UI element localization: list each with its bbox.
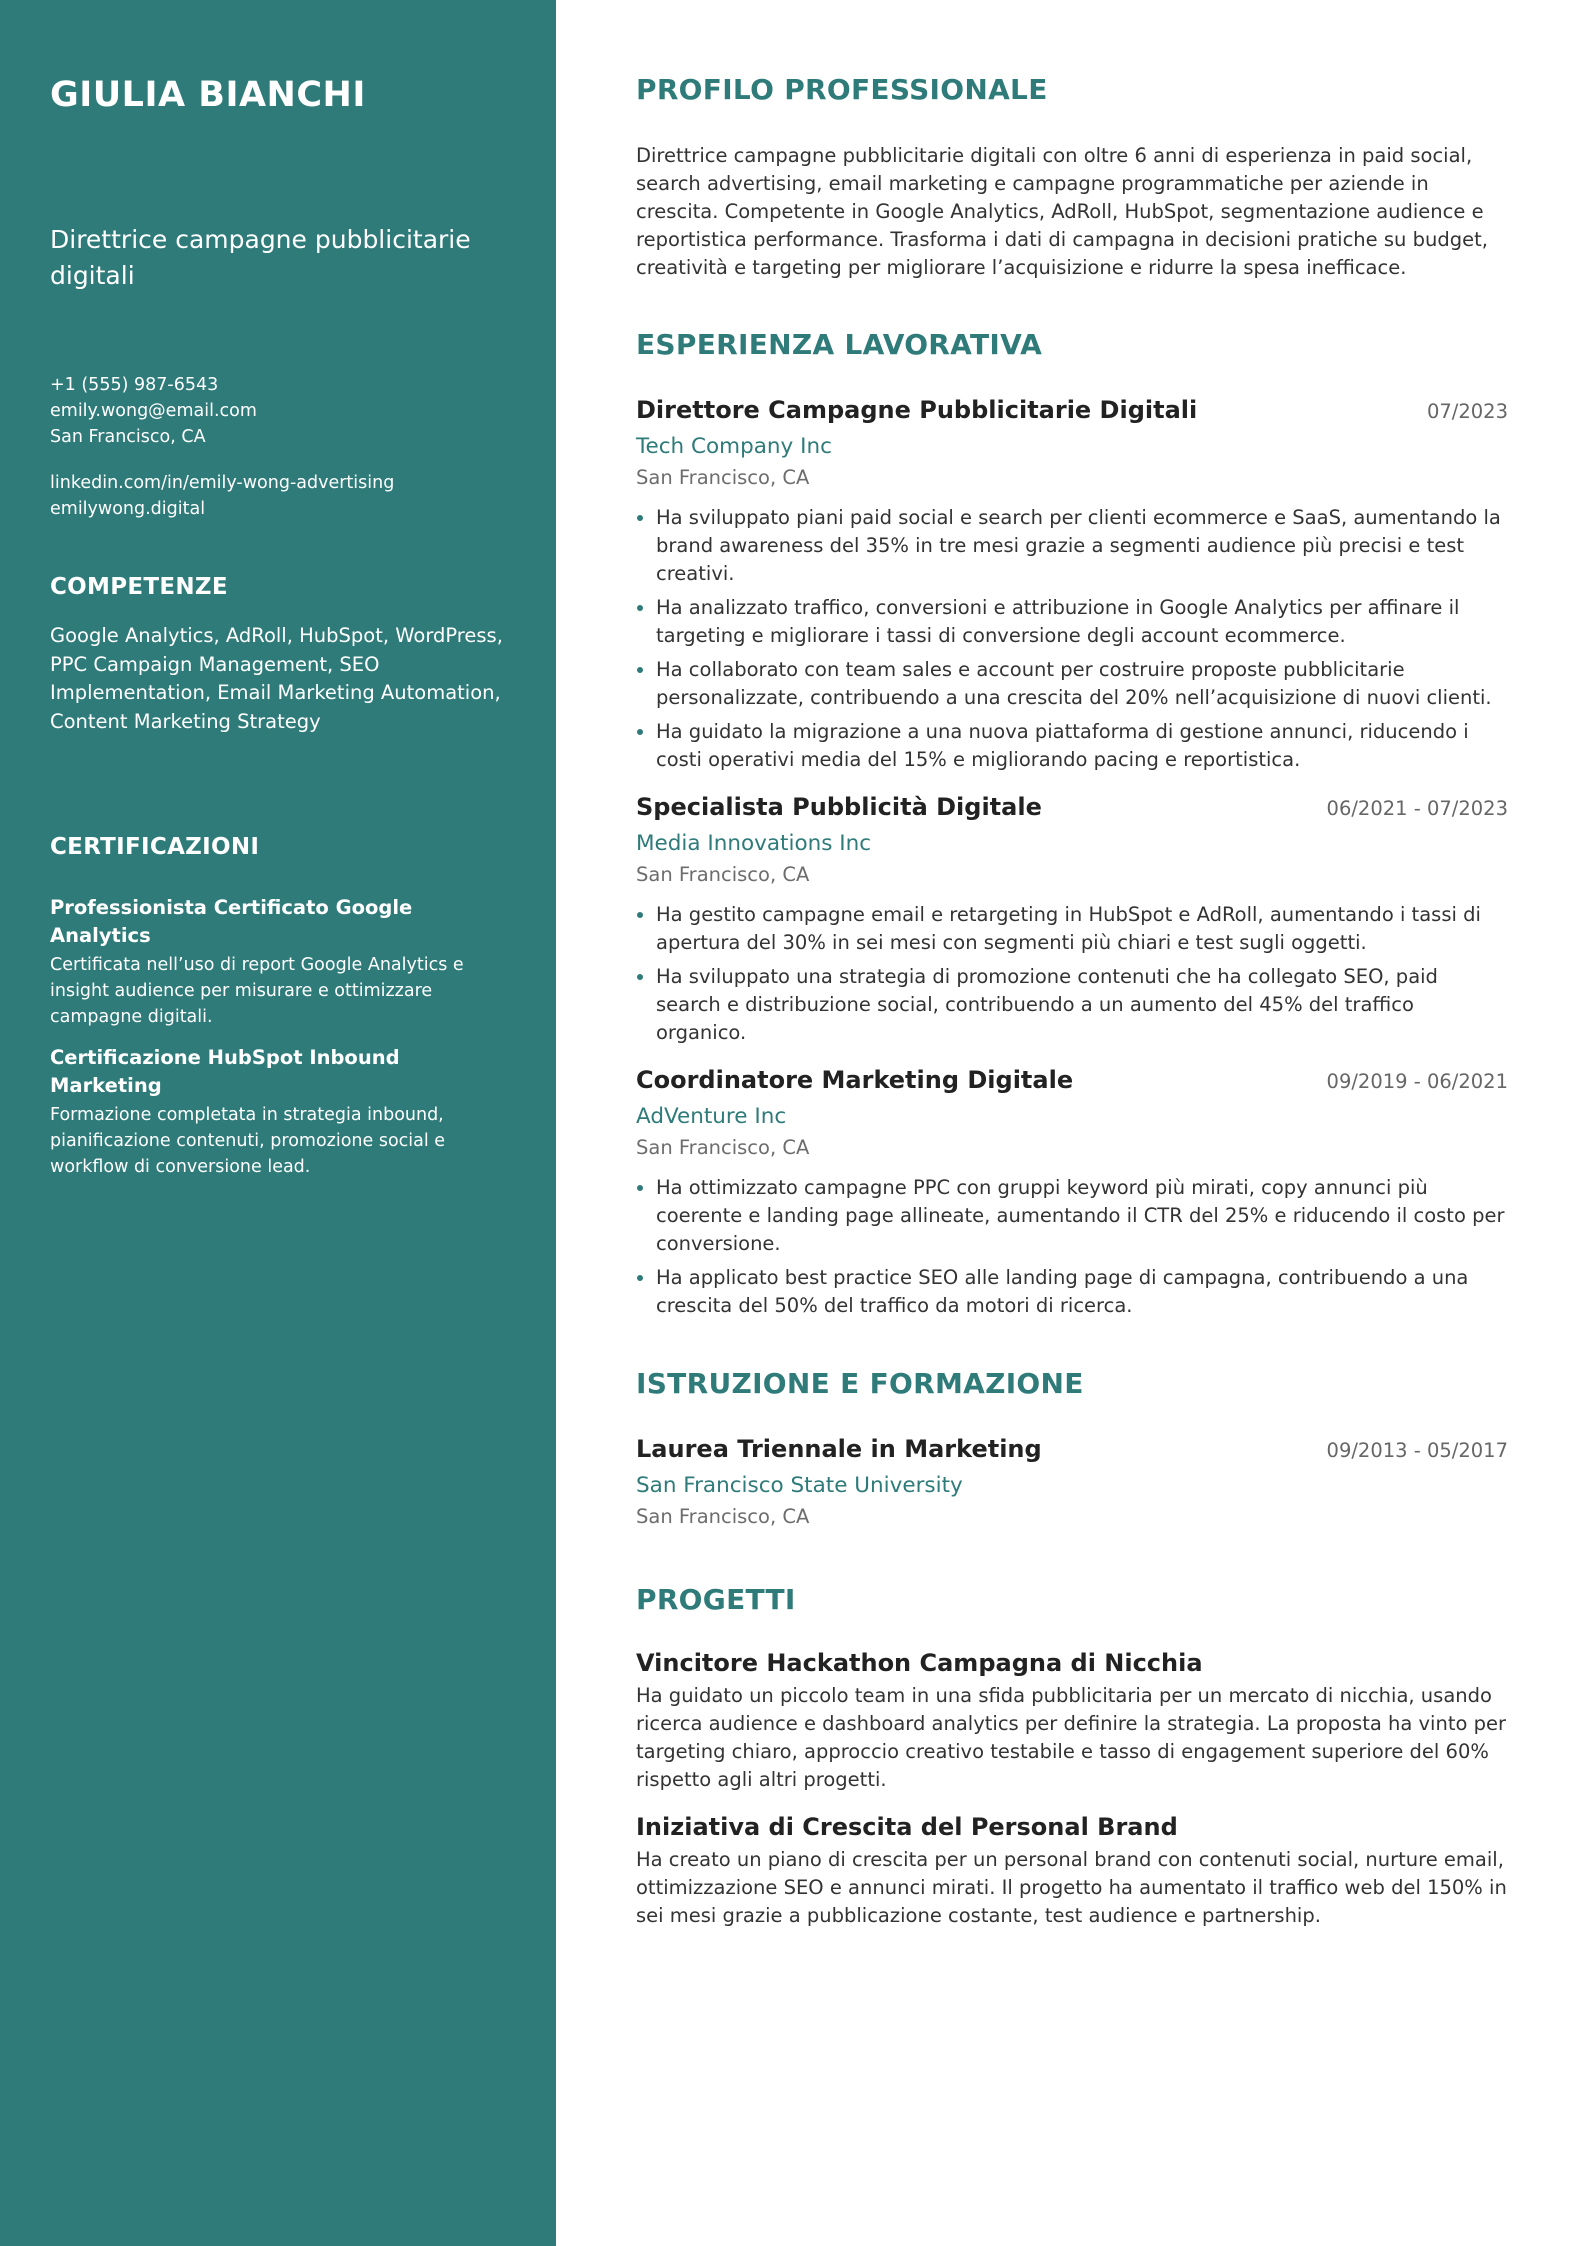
profile-heading: PROFILO PROFESSIONALE [636, 73, 1048, 106]
job-bullet: Ha applicato best practice SEO alle landing page di campagna, contribuendo a una crescita del 50% del traffico da motori di ricerca. [636, 1264, 1508, 1320]
certification-description: Certificata nell’uso di report Google Analytics e insight audience per misurare e ottimizzare campagne digitali. [50, 955, 464, 1027]
contact-website[interactable]: emilywong.digital [50, 499, 206, 519]
candidate-name: GIULIA BIANCHI [50, 75, 366, 115]
job-bullet: Ha guidato la migrazione a una nuova piattaforma di gestione annunci, riducendo i costi operativi media del 15% e migliorando pacing e reportistica. [636, 718, 1508, 774]
job-bullet: Ha collaborato con team sales e account per costruire proposte pubblicitarie personalizzate, contribuendo a una crescita del 20% nell’acquisizione di nuovi clienti. [636, 656, 1508, 712]
certification-item [50, 1044, 506, 1180]
education-date: 09/2013 - 05/2017 [1326, 1439, 1508, 1462]
project-name: Iniziativa di Crescita del Personal Brand [636, 1813, 1178, 1841]
education-school: San Francisco State University [636, 1473, 963, 1498]
certification-description: Formazione completata in strategia inbound, pianificazione contenuti, promozione social e workflow di conversione lead. [50, 1105, 446, 1177]
candidate-headline: Direttrice campagne pubblicitarie digitali [50, 225, 471, 290]
job-bullet: Ha sviluppato piani paid social e search per clienti ecommerce e SaaS, aumentando la brand awareness del 35% in tre mesi grazie a segmenti audience più precisi e test creativi. [636, 504, 1508, 588]
education-entry [636, 1432, 1508, 1531]
projects-list [636, 1646, 1508, 1930]
projects-heading: PROGETTI [636, 1583, 796, 1616]
job-bullet: Ha analizzato traffico, conversioni e attribuzione in Google Analytics per affinare il targeting e migliorare i tassi di conversione degli account ecommerce. [636, 594, 1508, 650]
job-company: AdVenture Inc [636, 1104, 787, 1129]
contact-phone: +1 (555) 987-6543 [50, 375, 219, 395]
contact-block [50, 372, 506, 522]
job-company: Tech Company Inc [636, 434, 832, 459]
job-date: 07/2023 [1426, 400, 1508, 423]
experience-heading: ESPERIENZA LAVORATIVA [636, 328, 1043, 361]
job-location: San Francisco, CA [636, 466, 810, 489]
project-description: Ha creato un piano di crescita per un personal brand con contenuti social, nurture email, ottimizzazione SEO e annunci mirati. Il progetto ha aumentato il traffico web del 150% in sei mesi grazie a pubblicazione costante, test audience e partnership. [636, 1848, 1507, 1927]
experience-list [636, 393, 1508, 1320]
education-location: San Francisco, CA [636, 1505, 810, 1528]
main-content [636, 0, 1508, 1930]
job-company: Media Innovations Inc [636, 831, 872, 856]
job-bullet: Ha gestito campagne email e retargeting in HubSpot e AdRoll, aumentando i tassi di apertura del 30% in sei mesi con segmenti più chiari e test sugli oggetti. [636, 901, 1508, 957]
project-entry [636, 1646, 1508, 1794]
job-entry [636, 393, 1508, 774]
profile-summary: Direttrice campagne pubblicitarie digitali con oltre 6 anni di esperienza in paid social, search advertising, email marketing e campagne programmatiche per aziende in crescita. Competente in Google Analytics, AdRoll, HubSpot, segmentazione audience e reportistica performance. Trasforma i dati di campagna in decisioni pratiche su budget, creatività e targeting per migliorare l’acquisizione e ridurre la spesa inefficace. [636, 144, 1488, 279]
job-bullet: Ha ottimizzato campagne PPC con gruppi keyword più mirati, copy annunci più coerente e landing page allineate, aumentando il CTR del 25% e riducendo il costo per conversione. [636, 1174, 1508, 1258]
certification-name: Professionista Certificato Google Analytics [50, 896, 413, 947]
job-entry [636, 790, 1508, 1047]
certifications-heading: CERTIFICAZIONI [50, 834, 260, 860]
job-date: 06/2021 - 07/2023 [1326, 797, 1508, 820]
job-bullets [636, 901, 1508, 1047]
job-date: 09/2019 - 06/2021 [1326, 1070, 1508, 1093]
sidebar [0, 0, 556, 2246]
certifications-list [50, 894, 506, 1180]
education-degree: Laurea Triennale in Marketing [636, 1435, 1042, 1463]
job-role: Direttore Campagne Pubblicitarie Digitali [636, 396, 1198, 424]
job-location: San Francisco, CA [636, 1136, 810, 1159]
job-role: Specialista Pubblicità Digitale [636, 793, 1042, 821]
contact-email[interactable]: emily.wong@email.com [50, 401, 257, 421]
job-bullets [636, 1174, 1508, 1320]
education-heading: ISTRUZIONE E FORMAZIONE [636, 1367, 1084, 1400]
project-name: Vincitore Hackathon Campagna di Nicchia [636, 1649, 1203, 1677]
contact-location: San Francisco, CA [50, 427, 206, 447]
contact-linkedin[interactable]: linkedin.com/in/emily-wong-advertising [50, 473, 395, 493]
job-bullet: Ha sviluppato una strategia di promozione contenuti che ha collegato SEO, paid search e distribuzione social, contribuendo a un aumento del 45% del traffico organico. [636, 963, 1508, 1047]
certification-name: Certificazione HubSpot Inbound Marketing [50, 1046, 400, 1097]
job-entry [636, 1063, 1508, 1320]
project-description: Ha guidato un piccolo team in una sfida pubblicitaria per un mercato di nicchia, usando ricerca audience e dashboard analytics per definire la strategia. La proposta ha vinto per targeting chiaro, approccio creativo testabile e tasso di engagement superiore del 60% rispetto agli altri progetti. [636, 1684, 1506, 1791]
project-entry [636, 1810, 1508, 1930]
job-location: San Francisco, CA [636, 863, 810, 886]
job-role: Coordinatore Marketing Digitale [636, 1066, 1074, 1094]
certification-item [50, 894, 506, 1030]
skills-list: Google Analytics, AdRoll, HubSpot, WordPress, PPC Campaign Management, SEO Implementation, Email Marketing Automation, Content Marketing Strategy [50, 624, 503, 733]
skills-heading: COMPETENZE [50, 574, 228, 600]
job-bullets [636, 504, 1508, 774]
